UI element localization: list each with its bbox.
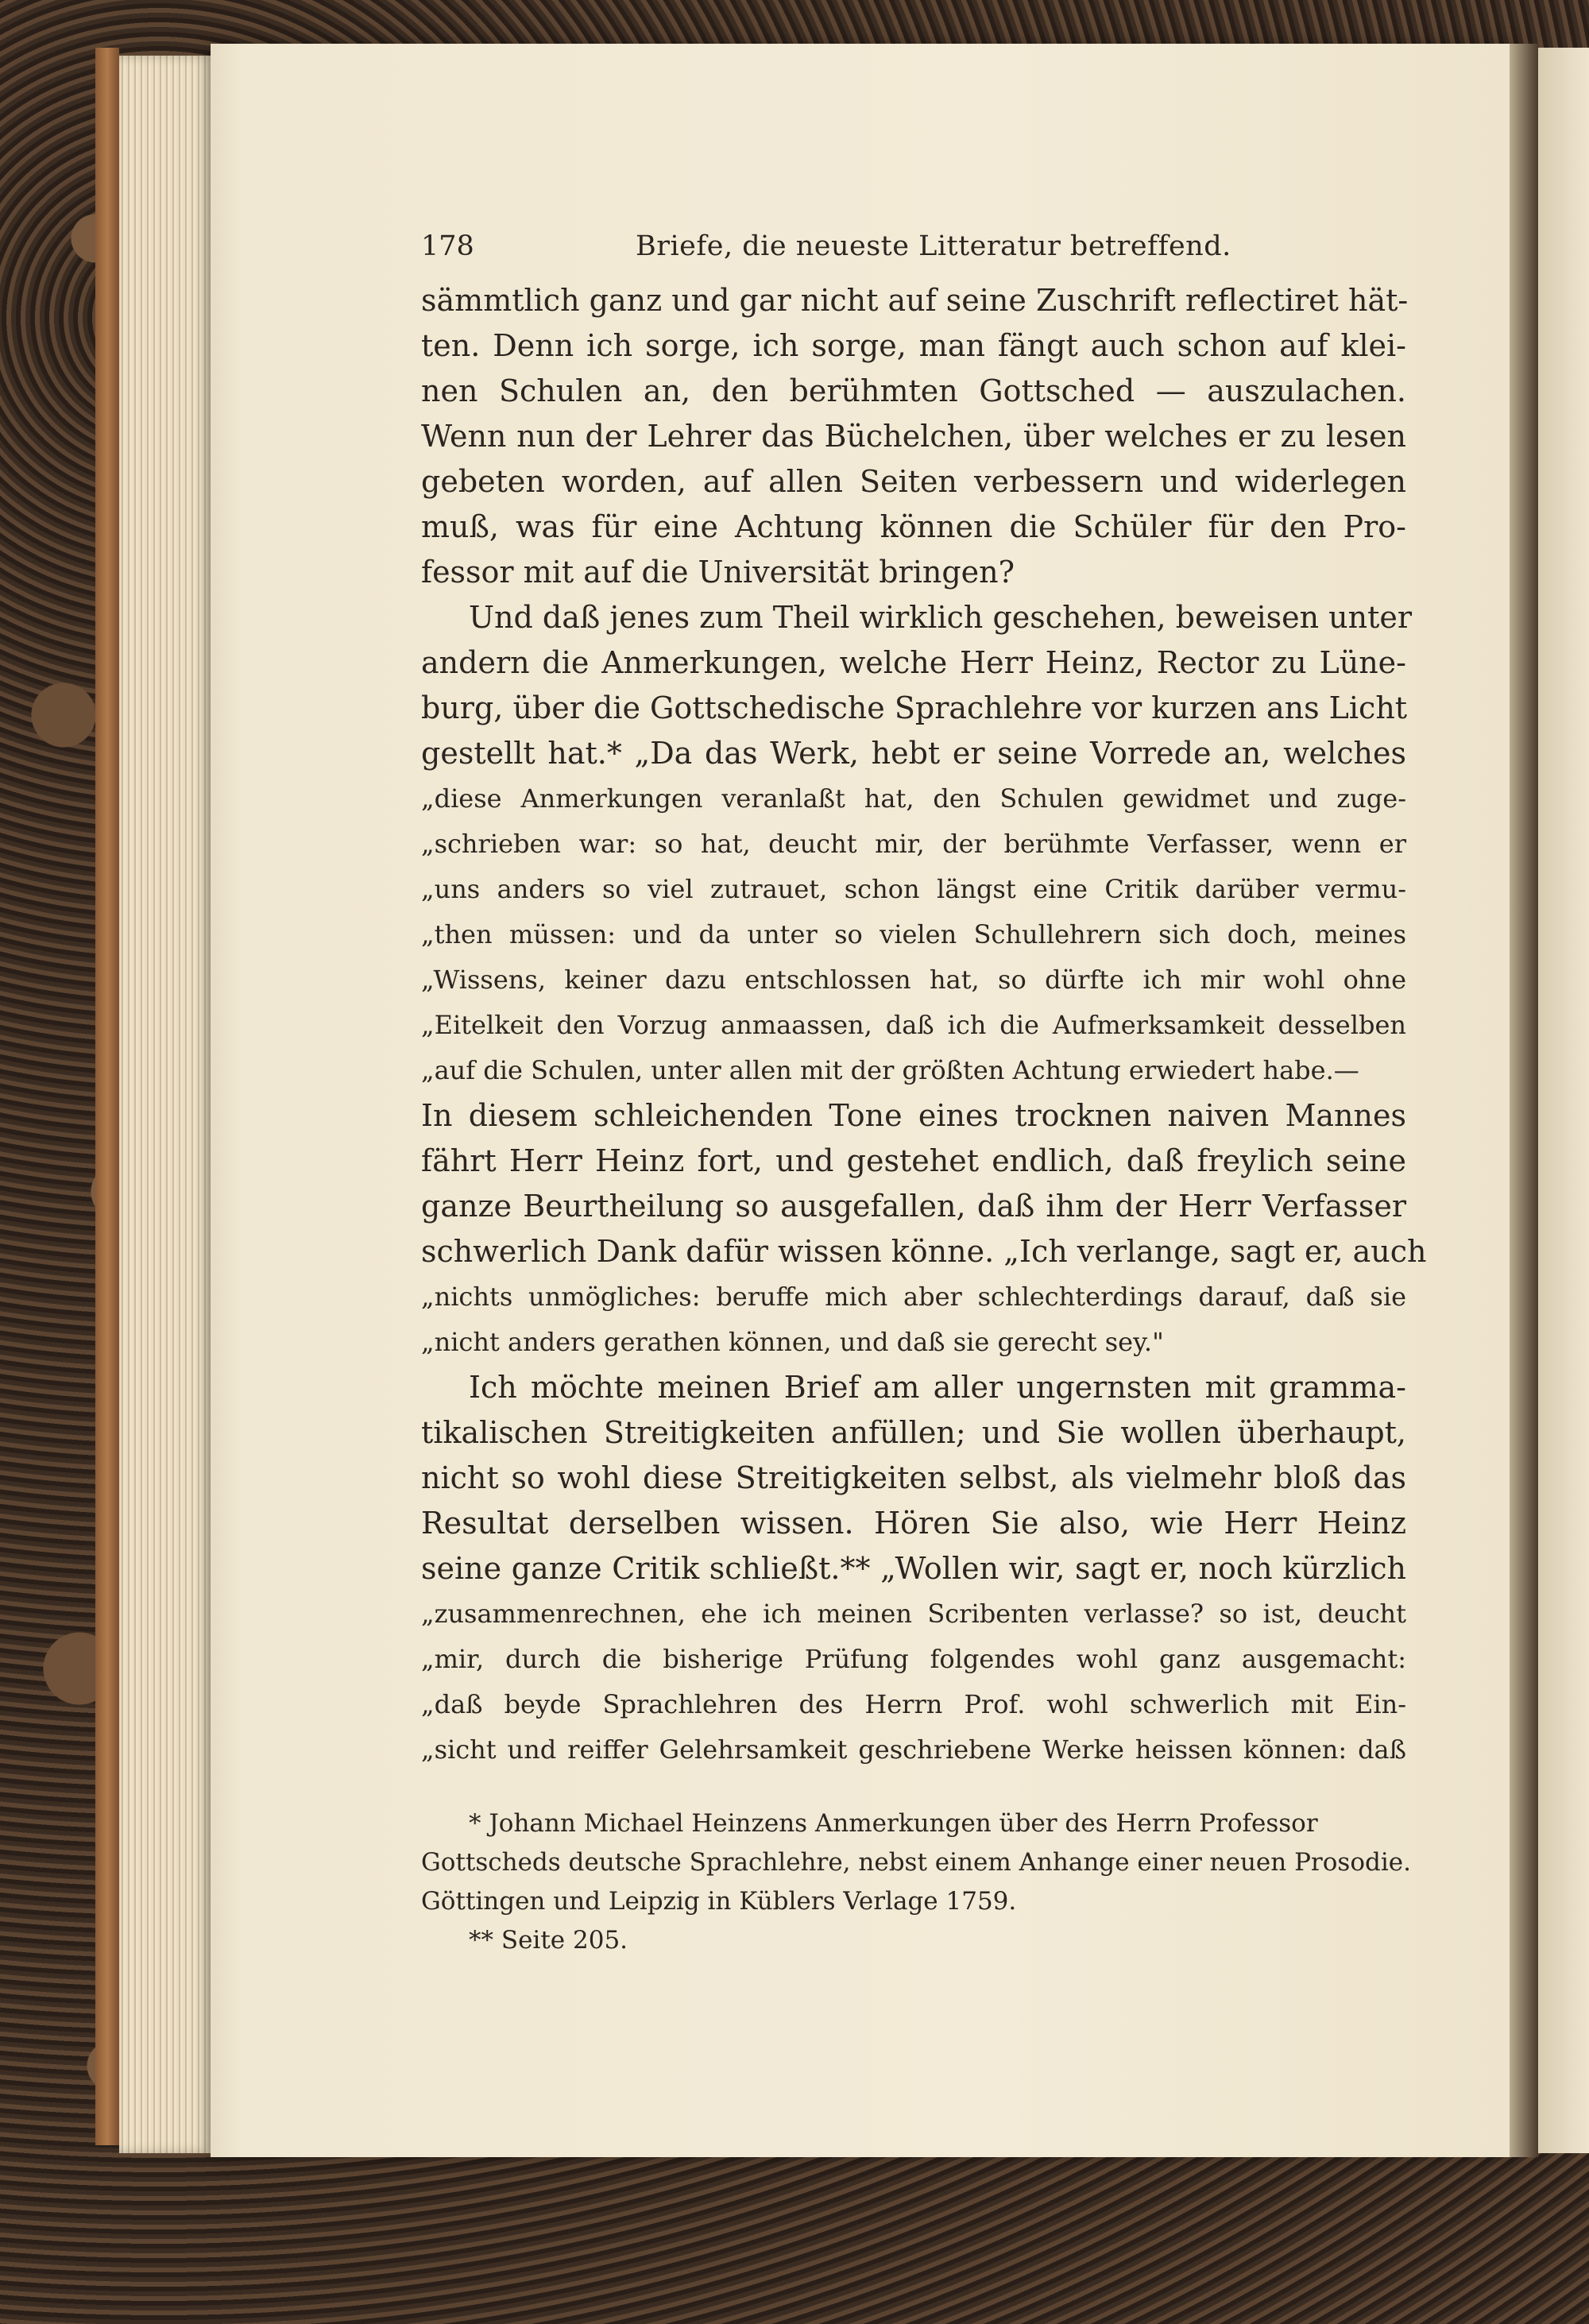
quote-line: „schrieben war: so hat, deucht mir, der berühmte Verfasser, wenn er — [421, 829, 1406, 859]
text-line: nen Schulen an, den berühmten Gottsched — auszulachen. — [421, 373, 1406, 408]
text-line: ten. Denn ich sorge, ich sorge, man fängt auch schon auf klei- — [421, 328, 1406, 363]
quote-line: „daß beyde Sprachlehren des Herrn Prof. wohl schwerlich mit Ein- — [421, 1689, 1406, 1719]
page-edges — [119, 56, 215, 2153]
quote-line: „nichts unmögliches: beruffe mich aber schlechterdings darauf, daß sie — [421, 1282, 1406, 1312]
text-line: In diesem schleichenden Tone eines trocknen naiven Mannes — [421, 1098, 1406, 1133]
text-line: schwerlich Dank dafür wissen könne. „Ich verlange, sagt er, auch — [421, 1234, 1427, 1269]
quote-line: „then müssen: und da unter so vielen Schullehrern sich doch, meines — [421, 919, 1406, 949]
text-line: andern die Anmerkungen, welche Herr Heinz, Rector zu Lüne- — [421, 645, 1406, 680]
text-line: Resultat derselben wissen. Hören Sie also, wie Herr Heinz — [421, 1506, 1406, 1541]
quote-line: „Wissens, keiner dazu entschlossen hat, so dürfte ich mir wohl ohne — [421, 965, 1406, 995]
quote-line: „diese Anmerkungen veranlaßt hat, den Schulen gewidmet und zuge- — [421, 783, 1406, 814]
running-head — [421, 230, 1406, 278]
footnotes — [421, 1804, 1411, 1960]
text-line: muß, was für eine Achtung können die Schüler für den Pro- — [421, 509, 1406, 544]
text-line: burg, über die Gottschedische Sprachlehre vor kurzen ans Licht — [421, 690, 1408, 725]
text-line: Und daß jenes zum Theil wirklich geschehen, beweisen unter — [469, 600, 1413, 635]
running-title: Briefe, die neueste Litteratur betreffend. — [636, 230, 1231, 262]
page-number: 178 — [421, 230, 474, 262]
quote-line: „uns anders so viel zutrauet, schon längst eine Critik darüber vermu- — [421, 874, 1406, 904]
text-line: Ich möchte meinen Brief am aller ungernsten mit gramma- — [469, 1370, 1406, 1405]
footnote-line: * Johann Michael Heinzens Anmerkungen über des Herrn Professor — [469, 1809, 1318, 1838]
gutter-shadow — [1510, 44, 1538, 2157]
footnote-line: ** Seite 205. — [469, 1926, 628, 1955]
footnote-line: Göttingen und Leipzig in Küblers Verlage 1759. — [421, 1887, 1017, 1916]
text-line: Wenn nun der Lehrer das Büchelchen, über welches er zu lesen — [421, 419, 1406, 454]
text-line: fessor mit auf die Universität bringen? — [421, 555, 1015, 590]
text-line: fährt Herr Heinz fort, und gestehet endlich, daß freylich seine — [421, 1143, 1406, 1178]
quote-line: „Eitelkeit den Vorzug anmaassen, daß ich die Aufmerksamkeit desselben — [421, 1010, 1406, 1040]
quote-line: „sicht und reiffer Gelehrsamkeit geschriebene Werke heissen können: daß — [421, 1734, 1406, 1765]
text-line: seine ganze Critik schließt.** „Wollen wir, sagt er, noch kürzlich — [421, 1551, 1406, 1586]
text-line: gestellt hat.* „Da das Werk, hebt er seine Vorrede an, welches — [421, 736, 1406, 771]
text-line: sämmtlich ganz und gar nicht auf seine Zuschrift reflectiret hät- — [421, 283, 1409, 318]
quote-line: „nicht anders gerathen können, und daß sie gerecht sey." — [421, 1327, 1164, 1357]
footnote-line: Gottscheds deutsche Sprachlehre, nebst einem Anhange einer neuen Prosodie. — [421, 1848, 1411, 1877]
book-board-edge — [95, 48, 119, 2145]
text-line: ganze Beurtheilung so ausgefallen, daß ihm der Herr Verfasser — [421, 1189, 1406, 1224]
quote-line: „mir, durch die bisherige Prüfung folgendes wohl ganz ausgemacht: — [421, 1644, 1406, 1674]
quote-line: „auf die Schulen, unter allen mit der größten Achtung erwiedert habe.— — [421, 1055, 1359, 1085]
facing-page-edge — [1538, 48, 1589, 2153]
quote-line: „zusammenrechnen, ehe ich meinen Scribenten verlasse? so ist, deucht — [421, 1599, 1406, 1629]
page-text-block — [421, 230, 1427, 1960]
text-line: nicht so wohl diese Streitigkeiten selbst, als vielmehr bloß das — [421, 1460, 1406, 1495]
text-line: tikalischen Streitigkeiten anfüllen; und Sie wollen überhaupt, — [421, 1415, 1406, 1450]
text-line: gebeten worden, auf allen Seiten verbessern und widerlegen — [421, 464, 1406, 499]
